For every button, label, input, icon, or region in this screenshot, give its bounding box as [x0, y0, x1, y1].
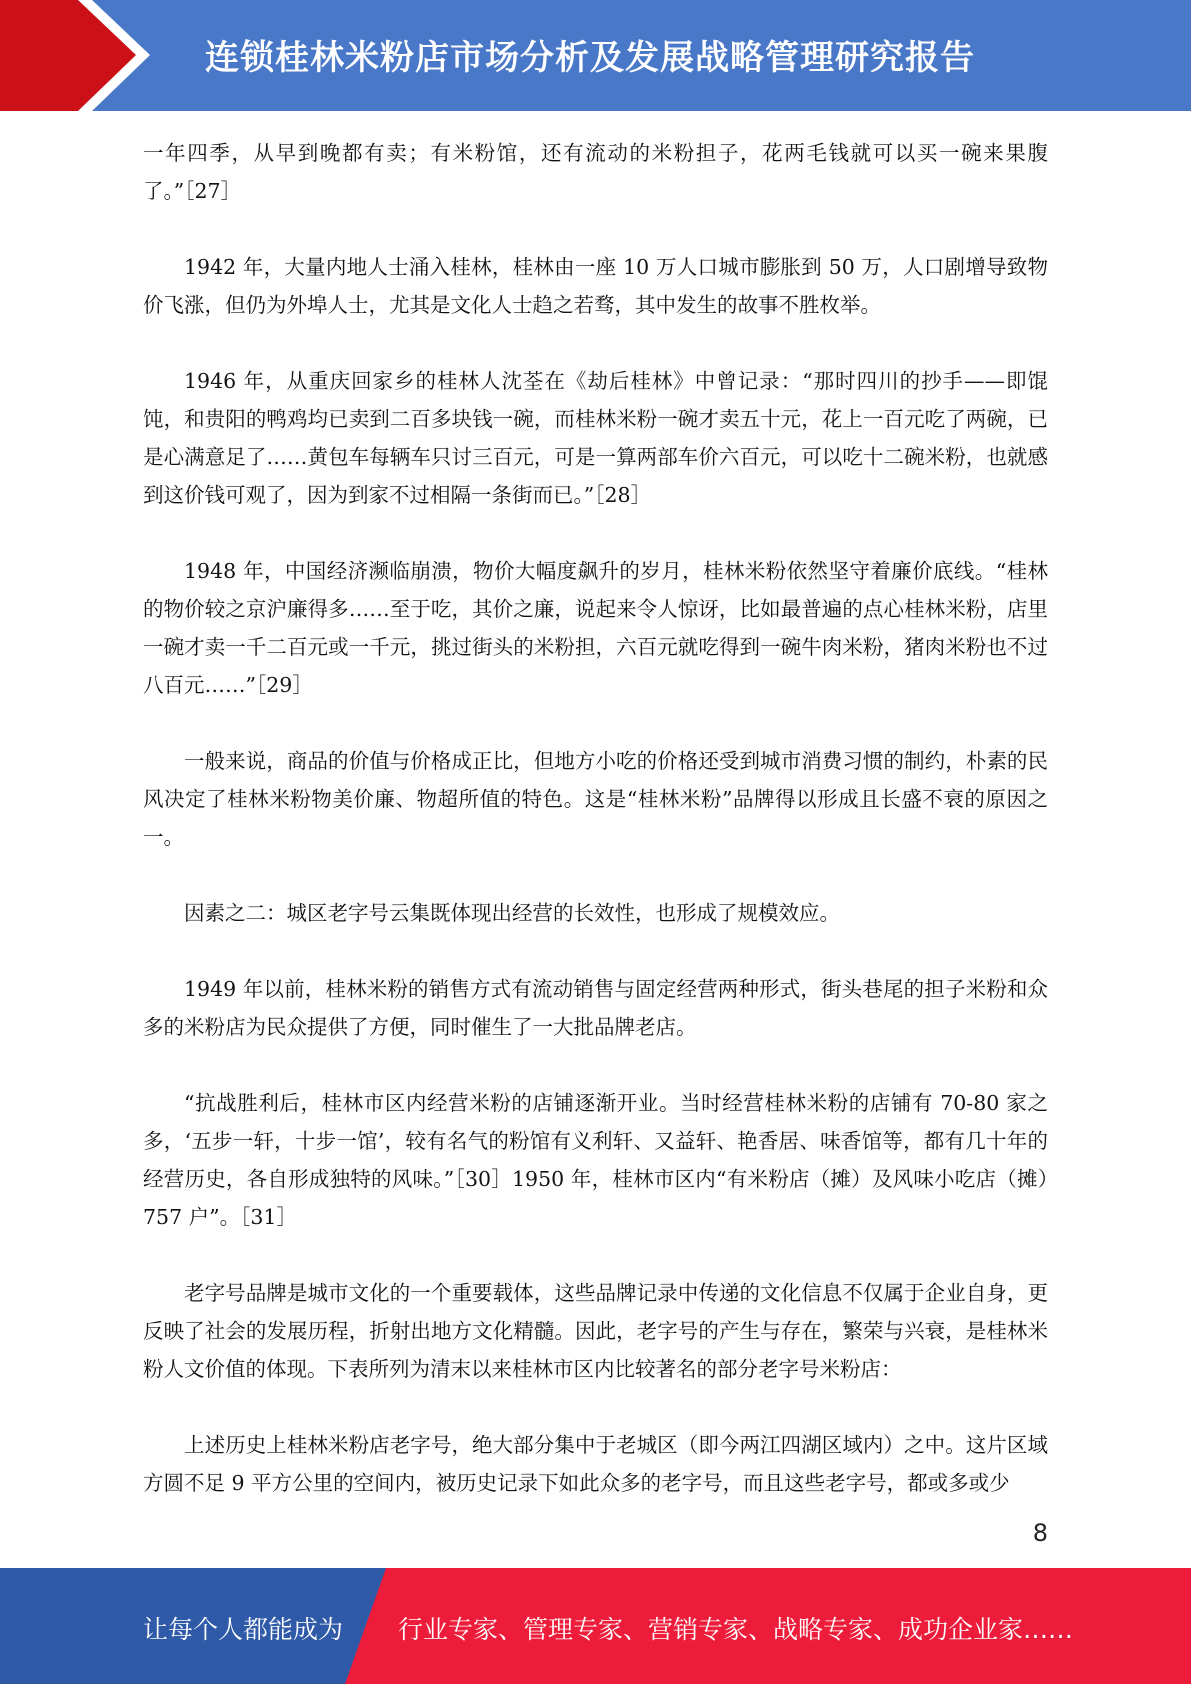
paragraph: 一般来说，商品的价值与价格成正比，但地方小吃的价格还受到城市消费习惯的制约，朴素的民风决定了桂林米粉物美价廉、物超所值的特色。这是“桂林米粉”品牌得以形成且长盛不衰的原因之一。 [143, 749, 1048, 849]
paragraph: 1942 年，大量内地人士涌入桂林，桂林由一座 10 万人口城市膨胀到 50 万，人口剧增导致物价飞涨，但仍为外埠人士，尤其是文化人士趋之若骛，其中发生的故事不胜枚举。 [143, 255, 1048, 317]
page-header [0, 0, 1191, 111]
paragraph: 上述历史上桂林米粉店老字号，绝大部分集中于老城区（即今两江四湖区域内）之中。这片区域方圆不足 9 平方公里的空间内，被历史记录下如此众多的老字号，而且这些老字号，都或多或少 [143, 1433, 1048, 1495]
paragraph: 因素之二：城区老字号云集既体现出经营的长效性，也形成了规模效应。 [184, 901, 840, 925]
paragraph: 1949 年以前，桂林米粉的销售方式有流动销售与固定经营两种形式，街头巷尾的担子米粉和众多的米粉店为民众提供了方便，同时催生了一大批品牌老店。 [143, 977, 1048, 1039]
footer-slogan-right: 行业专家、管理专家、营销专家、战略专家、成功企业家…… [398, 1615, 1074, 1644]
paragraph: 1948 年，中国经济濒临崩溃，物价大幅度飙升的岁月，桂林米粉依然坚守着廉价底线。“桂林的物价较之京沪廉得多……至于吃，其价之廉，说起来令人惊讶，比如最普遍的点心桂林米粉，店里一碗才卖一千二百元或一千元，挑过街头的米粉担，六百元就吃得到一碗牛肉米粉，猪肉米粉也不过八百元……”［29］ [143, 559, 1048, 697]
footer-slogan-left: 让每个人都能成为 [143, 1615, 344, 1644]
header-red-arrow [0, 0, 150, 111]
page-footer [0, 1568, 1191, 1684]
body-text [143, 134, 1048, 1540]
paragraph: 一年四季，从早到晚都有卖；有米粉馆，还有流动的米粉担子，花两毛钱就可以买一碗来果腹了。”［27］ [143, 141, 1048, 203]
paragraph: 1946 年，从重庆回家乡的桂林人沈荃在《劫后桂林》中曾记录：“那时四川的抄手——即馄饨，和贵阳的鸭鸡均已卖到二百多块钱一碗，而桂林米粉一碗才卖五十元，花上一百元吃了两碗，已是心满意足了……黄包车每辆车只讨三百元，可是一算两部车价六百元，可以吃十二碗米粉，也就感到这价钱可观了，因为到家不过相隔一条街而已。”［28］ [143, 369, 1048, 507]
report-title: 连锁桂林米粉店市场分析及发展战略管理研究报告 [205, 38, 975, 78]
paragraph: “抗战胜利后，桂林市区内经营米粉的店铺逐渐开业。当时经营桂林米粉的店铺有 70-80 家之多，‘五步一轩，十步一馆’，较有名气的粉馆有义利轩、又益轩、艳香居、味香馆等，都有几十年的经营历史，各自形成独特的风味。”［30］1950 年，桂林市区内“有米粉店（摊）及风味小吃店（摊）757 户”。［31］ [143, 1091, 1048, 1229]
page-number: 8 [1032, 1519, 1048, 1547]
paragraph: 老字号品牌是城市文化的一个重要载体，这些品牌记录中传递的文化信息不仅属于企业自身，更反映了社会的发展历程，折射出地方文化精髓。因此，老字号的产生与存在，繁荣与兴衰，是桂林米粉人文价值的体现。下表所列为清末以来桂林市区内比较著名的部分老字号米粉店： [143, 1281, 1048, 1381]
